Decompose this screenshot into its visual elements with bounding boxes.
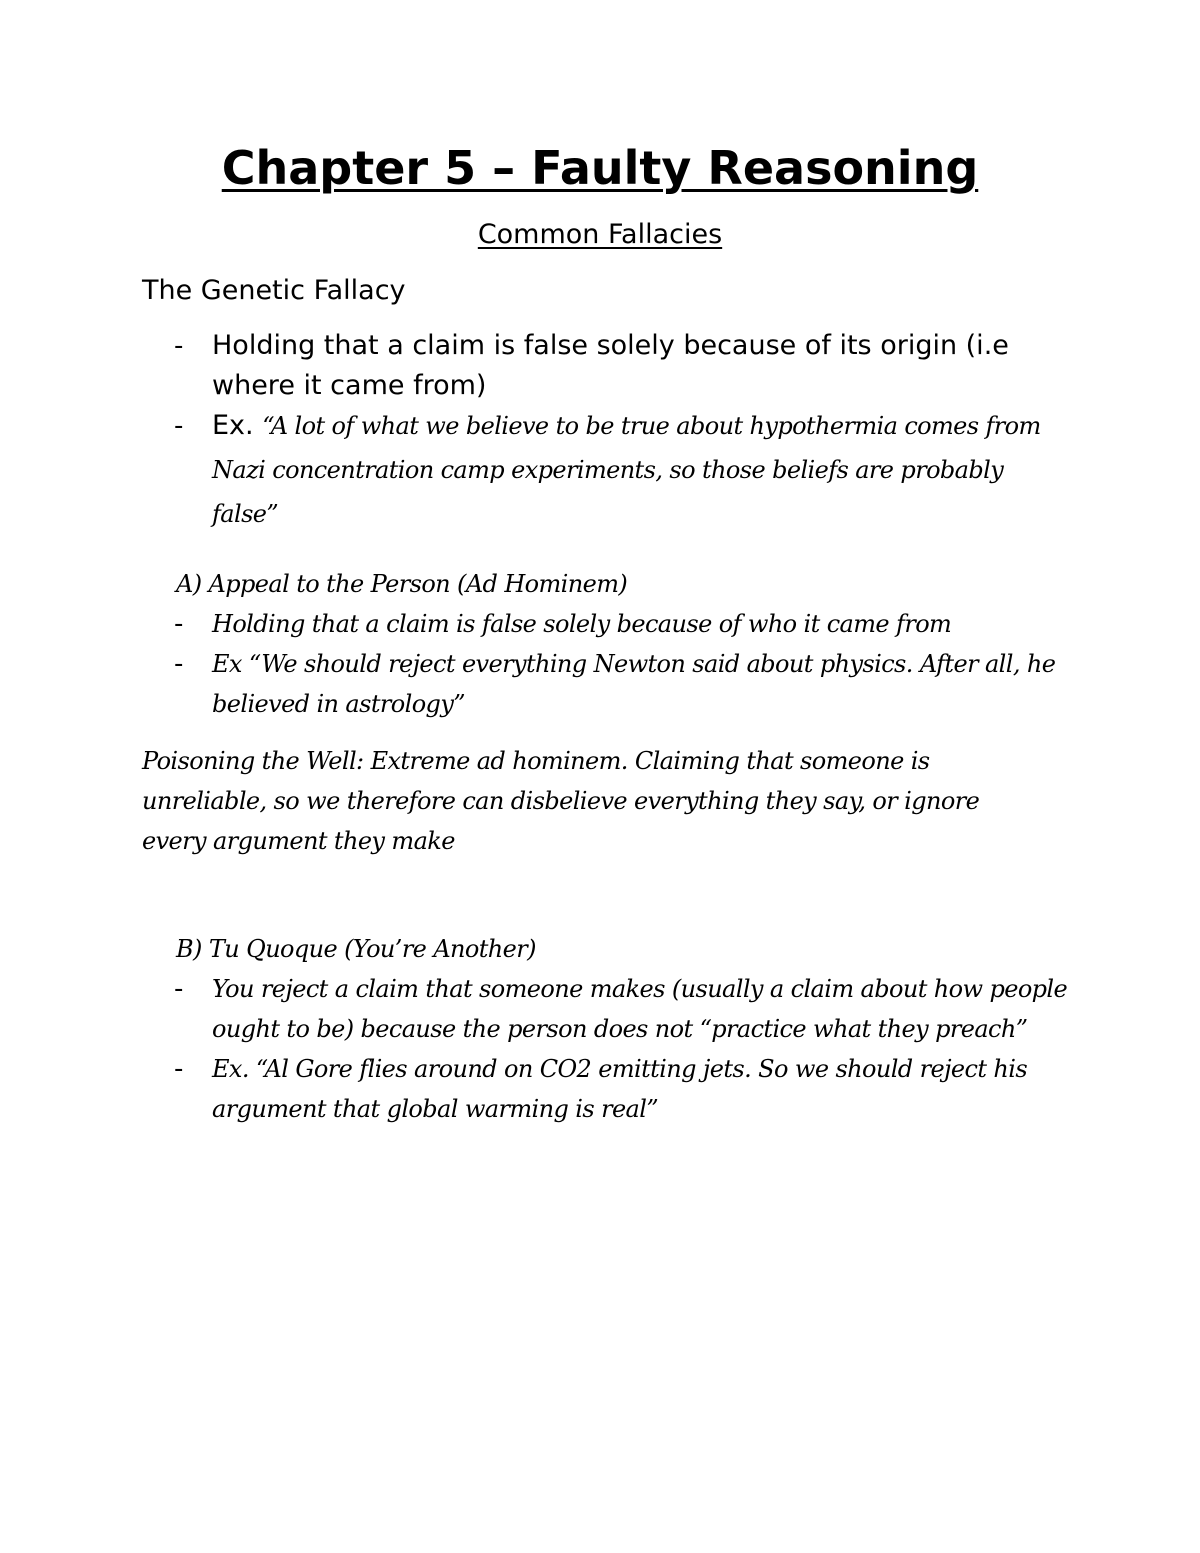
- list-item: [174, 604, 1074, 644]
- bullet-dash: -: [174, 331, 184, 361]
- bullet-dash: -: [174, 411, 184, 441]
- ad-hominem-heading: A) Appeal to the Person (Ad Hominem): [176, 570, 628, 598]
- genetic-fallacy-list: [174, 326, 1074, 538]
- bullet-dash: -: [174, 649, 184, 679]
- tu-quoque-example: Ex. “Al Gore flies around on CO2 emitting jets. So we should reject his argument that global warming is real”: [212, 1055, 1028, 1123]
- ad-hominem-list: [174, 604, 1074, 724]
- genetic-fallacy-example: “A lot of what we believe to be true about hypothermia comes from Nazi concentration camp experiments, so those beliefs are probably false”: [212, 412, 1041, 528]
- ad-hominem-example: Ex “We should reject everything Newton said about physics. After all, he believed in astrology”: [212, 650, 1056, 718]
- list-item: [174, 406, 1074, 538]
- genetic-fallacy-definition: Holding that a claim is false solely because of its origin (i.e where it came from): [212, 330, 1009, 401]
- bullet-dash: -: [174, 609, 184, 639]
- list-item: [174, 969, 1074, 1049]
- list-item: [174, 1049, 1074, 1129]
- tu-quoque-definition: You reject a claim that someone makes (usually a claim about how people ought to be) because the person does not “practice what they preach”: [212, 975, 1068, 1043]
- list-item: [174, 326, 1074, 406]
- tu-quoque-list: [174, 969, 1074, 1129]
- list-item: [174, 644, 1074, 724]
- ad-hominem-definition: Holding that a claim is false solely because of who it came from: [212, 610, 952, 638]
- page-subtitle: Common Fallacies: [477, 219, 723, 250]
- example-prefix: Ex.: [212, 410, 263, 441]
- bullet-dash: -: [174, 974, 184, 1004]
- genetic-fallacy-heading: The Genetic Fallacy: [142, 275, 406, 306]
- page-title: Chapter 5 – Faulty Reasoning: [221, 141, 979, 195]
- tu-quoque-heading: B) Tu Quoque (You’re Another): [176, 935, 536, 963]
- bullet-dash: -: [174, 1054, 184, 1084]
- poisoning-the-well-paragraph: Poisoning the Well: Extreme ad hominem. Claiming that someone is unreliable, so we therefore can disbelieve everything they say, or ignore every argument they make: [142, 747, 980, 855]
